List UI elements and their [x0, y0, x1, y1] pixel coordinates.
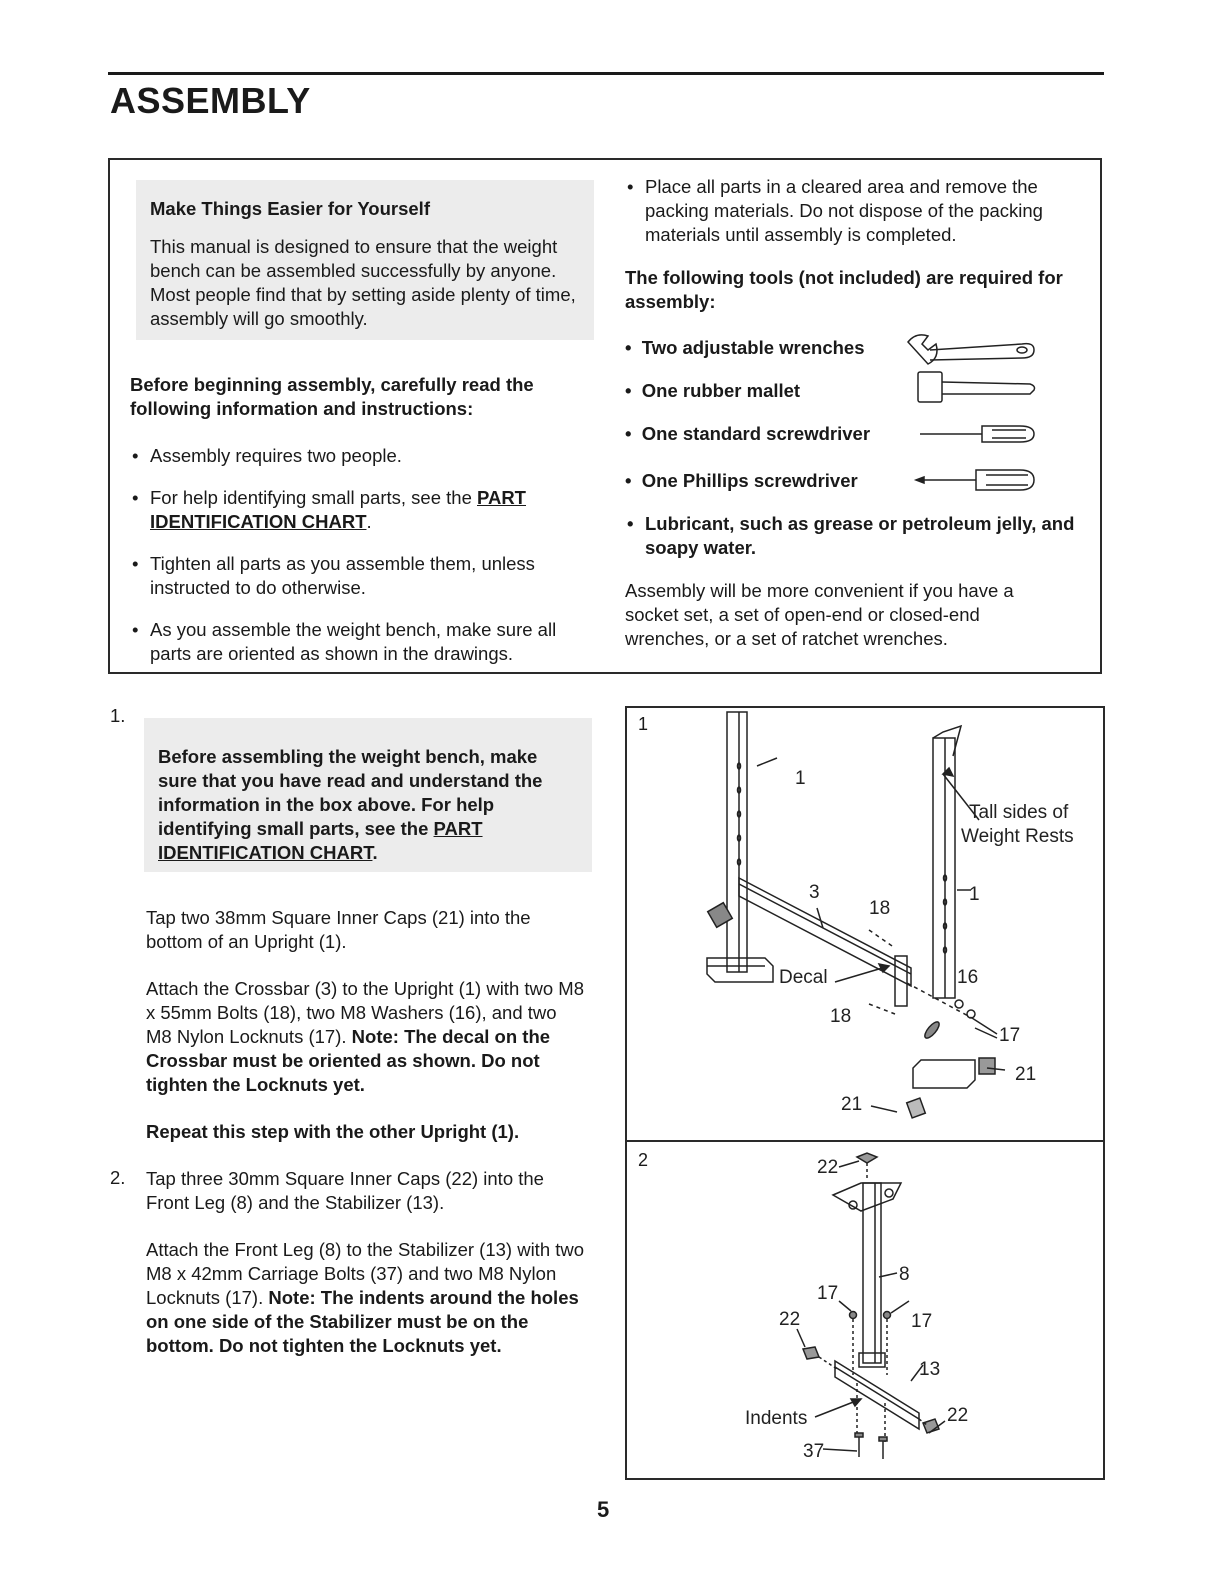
- wrench-icon: [908, 335, 1034, 364]
- label-cap-left: 22: [779, 1309, 801, 1330]
- step-1-para: Attach the Crossbar (3) to the Upright (1) with two M8 x 55mm Bolts (18), two M8 Washers (16), and two M8 Nylon Locknuts (17). Note: The decal on the Crossbar must be oriented as shown. Do not tighten the Locknuts yet.: [146, 978, 585, 1095]
- page-number: 5: [597, 1497, 610, 1522]
- label-stabilizer: 13: [919, 1359, 941, 1380]
- step-2-para: Tap three 30mm Square Inner Caps (22) into the Front Leg (8) and the Stabilizer (13).: [146, 1168, 544, 1213]
- part-chart-link[interactable]: PART IDENTIFICATION CHART: [150, 487, 526, 532]
- figure-1-diagram: [627, 708, 1103, 1138]
- label-front-leg: 8: [899, 1264, 910, 1285]
- step-1-repeat: Repeat this step with the other Upright (1).: [146, 1121, 520, 1142]
- step-1-notice: Before assembling the weight bench, make sure that you have read and understand the information in the box above. For help identifying small parts, see the PART IDENTIFICATION CHART.: [158, 746, 543, 863]
- tip-text: This manual is designed to ensure that the weight bench can be assembled successfully by anyone. Most people find that by setting aside plenty of time, assembly will go smoothly.: [150, 236, 576, 329]
- upright-left: [727, 712, 747, 972]
- label-upright-left: 1: [795, 768, 806, 789]
- before-heading: Before beginning assembly, carefully read the following information and instructions:: [130, 374, 534, 419]
- label-decal: Decal: [779, 967, 828, 988]
- tool-item: • One rubber mallet: [625, 380, 801, 401]
- label-indents: Indents: [745, 1408, 808, 1429]
- phillips-screwdriver-icon: [916, 470, 1034, 490]
- label-tall-sides: Tall sides of: [969, 802, 1069, 823]
- step-2-para: Attach the Front Leg (8) to the Stabilizer (13) with two M8 x 42mm Carriage Bolts (37) and two M8 Nylon Locknuts (17). Note: The indents around the holes on one side of the Stabilizer must be on the bottom. Do not tighten the Locknuts yet.: [146, 1239, 585, 1356]
- label-carriage-bolt: 37: [803, 1441, 825, 1462]
- base-left: [707, 958, 773, 982]
- figure-divider: [625, 1140, 1105, 1142]
- list-item: • Assembly requires two people.: [130, 444, 600, 468]
- label-cap-top: 22: [817, 1157, 839, 1178]
- prep-list: [625, 175, 1085, 247]
- tool-item: • One standard screwdriver: [625, 423, 871, 444]
- list-item: • As you assemble the weight bench, make sure all parts are oriented as shown in the drawings.: [130, 618, 600, 666]
- base-right: [913, 1060, 975, 1088]
- label-bolt-top: 18: [869, 898, 891, 919]
- upright-right: [933, 738, 955, 998]
- screwdriver-icon: [920, 426, 1034, 442]
- label-upright-right: 1: [969, 884, 980, 905]
- step-1-number: 1.: [110, 705, 126, 726]
- label-cap-right: 22: [947, 1405, 969, 1426]
- tools-heading: The following tools (not included) are required for assembly:: [625, 267, 1063, 312]
- label-locknut: 17: [999, 1025, 1021, 1046]
- part-chart-link[interactable]: PART IDENTIFICATION CHART: [158, 818, 483, 863]
- list-item: • Place all parts in a cleared area and remove the packing materials. Do not dispose of the packing materials until assembly is completed.: [625, 175, 1085, 247]
- mallet-icon: [918, 372, 1035, 402]
- tool-item: • Lubricant, such as grease or petroleum jelly, and soapy water.: [625, 512, 1085, 560]
- step-1-para: Tap two 38mm Square Inner Caps (21) into the bottom of an Upright (1).: [146, 907, 531, 952]
- lubricant-list: [625, 512, 1085, 560]
- tool-item: • Two adjustable wrenches: [625, 337, 865, 358]
- label-cap-right: 21: [1015, 1064, 1037, 1085]
- tip-title: Make Things Easier for Yourself: [150, 198, 430, 219]
- label-locknut-left: 17: [817, 1283, 839, 1304]
- list-item: • For help identifying small parts, see the PART IDENTIFICATION CHART.: [130, 486, 600, 534]
- label-weight-rests: Weight Rests: [961, 826, 1074, 847]
- label-washer: 16: [957, 967, 979, 988]
- before-list: [130, 444, 600, 666]
- label-cap-bottom: 21: [841, 1094, 863, 1115]
- tool-item: • One Phillips screwdriver: [625, 470, 858, 491]
- convenience-note: Assembly will be more convenient if you have a socket set, a set of open-end or closed-end wrenches, or a set of ratchet wrenches.: [625, 580, 1014, 649]
- tool-illustrations: [900, 330, 1040, 500]
- page-title: ASSEMBLY: [110, 80, 311, 121]
- stabilizer: [835, 1361, 919, 1429]
- header-rule: [108, 72, 1104, 75]
- figure-2-diagram: [627, 1143, 1103, 1477]
- figure-1-number: 1: [638, 714, 649, 734]
- label-locknut-right: 17: [911, 1311, 933, 1332]
- label-bolt-bottom: 18: [830, 1006, 852, 1027]
- figure-2-number: 2: [638, 1150, 649, 1170]
- list-item: • Tighten all parts as you assemble them, unless instructed to do otherwise.: [130, 552, 600, 600]
- step-2-number: 2.: [110, 1167, 126, 1188]
- label-crossbar: 3: [809, 882, 820, 903]
